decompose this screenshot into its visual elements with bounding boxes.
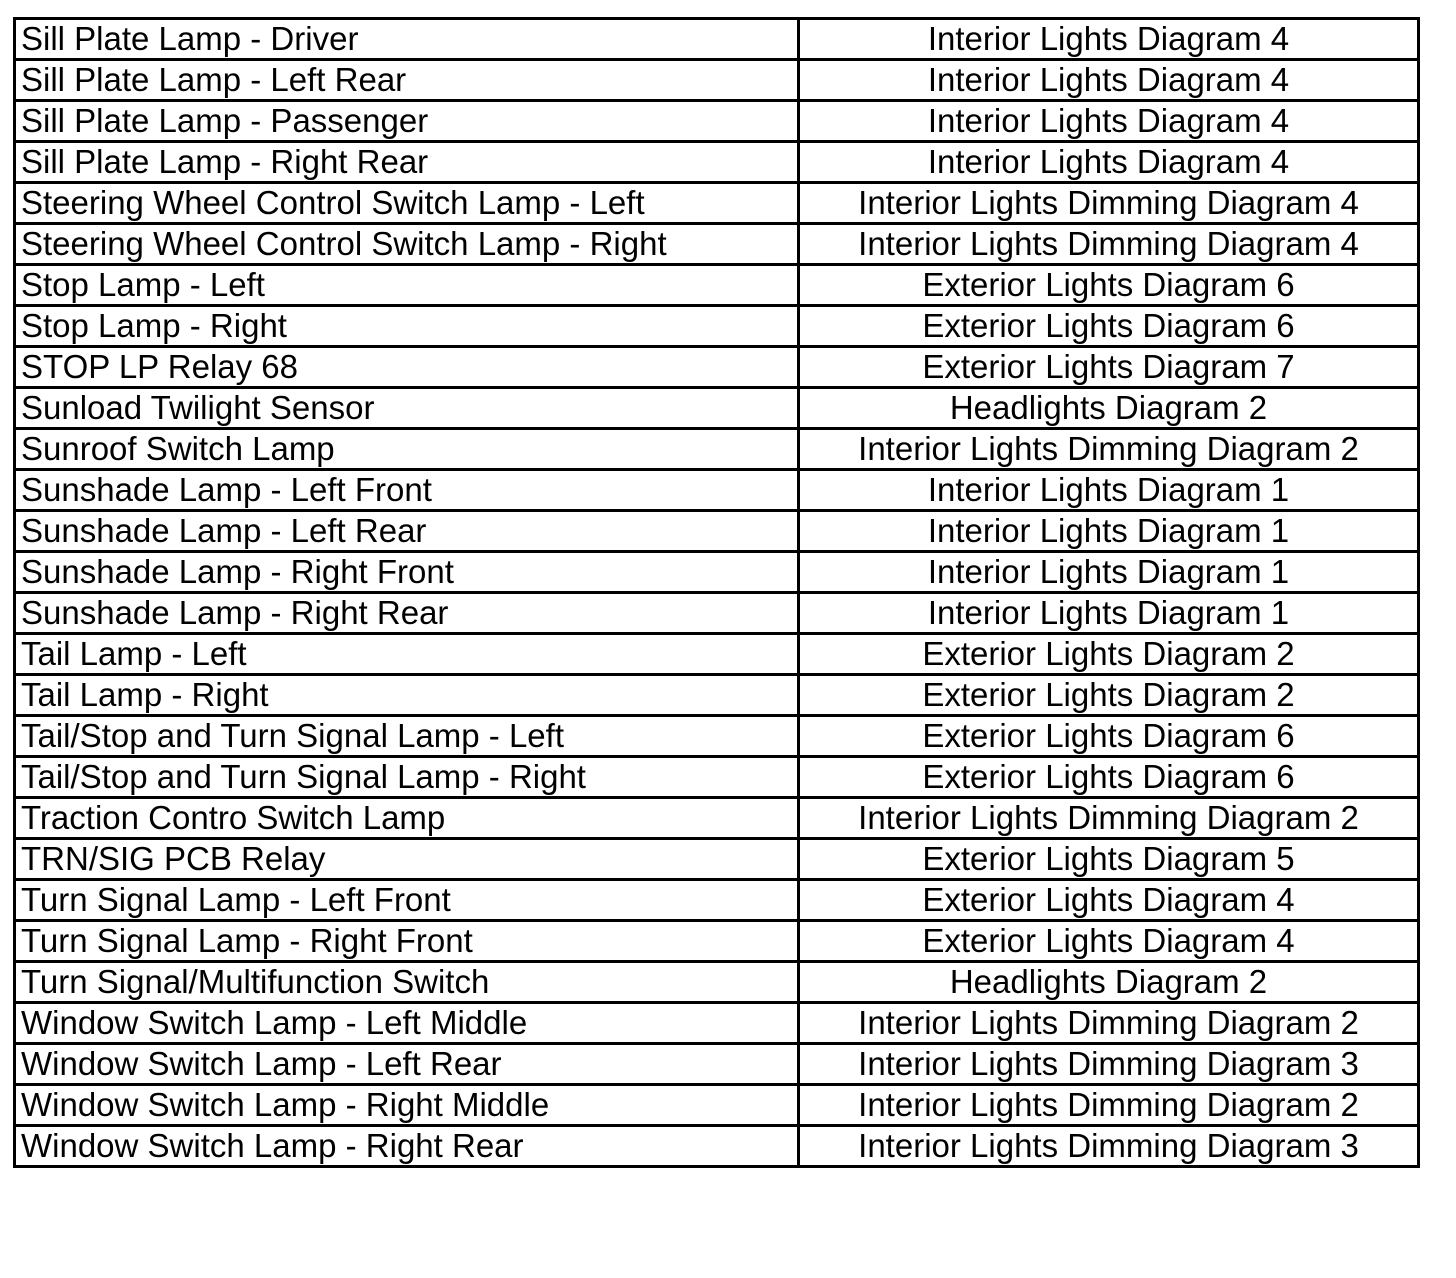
component-name-cell: Stop Lamp - Right xyxy=(15,306,799,347)
diagram-reference-cell: Interior Lights Diagram 4 xyxy=(799,142,1419,183)
component-name-cell: Turn Signal Lamp - Left Front xyxy=(15,880,799,921)
table-row xyxy=(15,593,1419,634)
table-row xyxy=(15,101,1419,142)
table-row xyxy=(15,634,1419,675)
table-row xyxy=(15,429,1419,470)
component-name-cell: Sunshade Lamp - Left Rear xyxy=(15,511,799,552)
component-name-cell: Turn Signal Lamp - Right Front xyxy=(15,921,799,962)
component-name-cell: Turn Signal/Multifunction Switch xyxy=(15,962,799,1003)
component-name-cell: Steering Wheel Control Switch Lamp - Right xyxy=(15,224,799,265)
table-row xyxy=(15,60,1419,101)
component-name-cell: TRN/SIG PCB Relay xyxy=(15,839,799,880)
table-row xyxy=(15,1126,1419,1167)
table-row xyxy=(15,675,1419,716)
diagram-reference-cell: Interior Lights Dimming Diagram 4 xyxy=(799,183,1419,224)
table-row xyxy=(15,839,1419,880)
diagram-reference-cell: Interior Lights Dimming Diagram 2 xyxy=(799,429,1419,470)
diagram-reference-cell: Exterior Lights Diagram 2 xyxy=(799,634,1419,675)
table-row xyxy=(15,962,1419,1003)
component-name-cell: Tail Lamp - Left xyxy=(15,634,799,675)
component-name-cell: Tail/Stop and Turn Signal Lamp - Left xyxy=(15,716,799,757)
table-row xyxy=(15,388,1419,429)
table-row xyxy=(15,1003,1419,1044)
component-name-cell: Sill Plate Lamp - Right Rear xyxy=(15,142,799,183)
table-row xyxy=(15,921,1419,962)
diagram-reference-cell: Exterior Lights Diagram 6 xyxy=(799,306,1419,347)
table-row xyxy=(15,880,1419,921)
diagram-reference-cell: Interior Lights Dimming Diagram 2 xyxy=(799,1003,1419,1044)
table-body xyxy=(15,19,1419,1167)
table-row xyxy=(15,470,1419,511)
component-name-cell: Window Switch Lamp - Left Middle xyxy=(15,1003,799,1044)
component-name-cell: Window Switch Lamp - Right Rear xyxy=(15,1126,799,1167)
component-name-cell: Sill Plate Lamp - Left Rear xyxy=(15,60,799,101)
diagram-reference-cell: Interior Lights Diagram 4 xyxy=(799,19,1419,60)
component-name-cell: Sill Plate Lamp - Passenger xyxy=(15,101,799,142)
table-row xyxy=(15,19,1419,60)
component-name-cell: STOP LP Relay 68 xyxy=(15,347,799,388)
table-row xyxy=(15,552,1419,593)
table-row xyxy=(15,224,1419,265)
component-name-cell: Tail/Stop and Turn Signal Lamp - Right xyxy=(15,757,799,798)
diagram-reference-cell: Exterior Lights Diagram 6 xyxy=(799,757,1419,798)
component-name-cell: Sunshade Lamp - Left Front xyxy=(15,470,799,511)
diagram-reference-cell: Exterior Lights Diagram 4 xyxy=(799,921,1419,962)
diagram-reference-cell: Exterior Lights Diagram 4 xyxy=(799,880,1419,921)
table-row xyxy=(15,306,1419,347)
component-name-cell: Sunshade Lamp - Right Rear xyxy=(15,593,799,634)
table-row xyxy=(15,1044,1419,1085)
table-row xyxy=(15,757,1419,798)
component-name-cell: Window Switch Lamp - Left Rear xyxy=(15,1044,799,1085)
table-row xyxy=(15,716,1419,757)
component-diagram-index-table xyxy=(13,17,1420,1168)
diagram-reference-cell: Interior Lights Dimming Diagram 3 xyxy=(799,1126,1419,1167)
component-name-cell: Tail Lamp - Right xyxy=(15,675,799,716)
diagram-reference-cell: Exterior Lights Diagram 2 xyxy=(799,675,1419,716)
diagram-reference-cell: Interior Lights Dimming Diagram 3 xyxy=(799,1044,1419,1085)
diagram-reference-cell: Headlights Diagram 2 xyxy=(799,962,1419,1003)
component-name-cell: Stop Lamp - Left xyxy=(15,265,799,306)
table-row xyxy=(15,347,1419,388)
diagram-reference-cell: Interior Lights Diagram 4 xyxy=(799,60,1419,101)
component-name-cell: Sill Plate Lamp - Driver xyxy=(15,19,799,60)
table-row xyxy=(15,1085,1419,1126)
table-row xyxy=(15,511,1419,552)
diagram-reference-cell: Interior Lights Diagram 1 xyxy=(799,470,1419,511)
diagram-reference-cell: Interior Lights Dimming Diagram 2 xyxy=(799,798,1419,839)
component-name-cell: Steering Wheel Control Switch Lamp - Left xyxy=(15,183,799,224)
diagram-reference-cell: Interior Lights Diagram 1 xyxy=(799,511,1419,552)
diagram-reference-cell: Exterior Lights Diagram 7 xyxy=(799,347,1419,388)
table-row xyxy=(15,183,1419,224)
component-name-cell: Sunroof Switch Lamp xyxy=(15,429,799,470)
diagram-reference-cell: Interior Lights Diagram 4 xyxy=(799,101,1419,142)
component-name-cell: Sunload Twilight Sensor xyxy=(15,388,799,429)
diagram-reference-cell: Exterior Lights Diagram 5 xyxy=(799,839,1419,880)
diagram-reference-cell: Exterior Lights Diagram 6 xyxy=(799,716,1419,757)
table-row xyxy=(15,142,1419,183)
diagram-reference-cell: Headlights Diagram 2 xyxy=(799,388,1419,429)
diagram-reference-cell: Interior Lights Dimming Diagram 2 xyxy=(799,1085,1419,1126)
component-name-cell: Sunshade Lamp - Right Front xyxy=(15,552,799,593)
table-row xyxy=(15,798,1419,839)
component-name-cell: Window Switch Lamp - Right Middle xyxy=(15,1085,799,1126)
diagram-reference-cell: Interior Lights Dimming Diagram 4 xyxy=(799,224,1419,265)
diagram-reference-cell: Exterior Lights Diagram 6 xyxy=(799,265,1419,306)
diagram-reference-cell: Interior Lights Diagram 1 xyxy=(799,552,1419,593)
diagram-reference-cell: Interior Lights Diagram 1 xyxy=(799,593,1419,634)
table-row xyxy=(15,265,1419,306)
component-name-cell: Traction Contro Switch Lamp xyxy=(15,798,799,839)
